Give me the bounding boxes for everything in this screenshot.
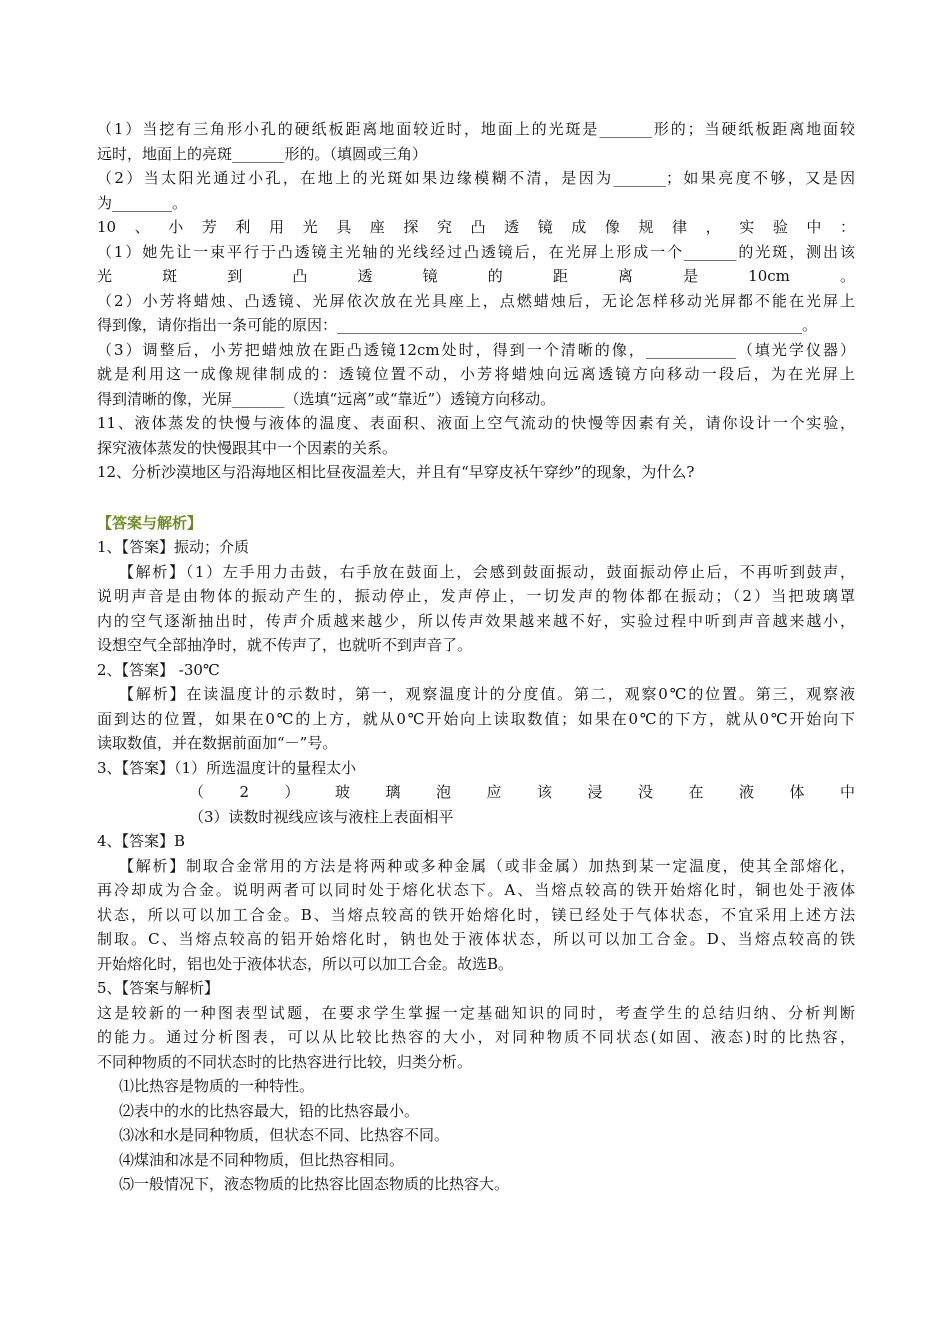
answer-1: 1、【答案】振动；介质 (97, 538, 250, 556)
answer-4-explanation-line2: 再冷却成为合金。说明两者可以同时处于熔化状态下。A、当熔点较高的铁开始熔化时，铜也处于液体 (97, 881, 855, 899)
answer-5-list-item: ⑷煤油和冰是不同种物质，但比热容相同。 (119, 1150, 405, 1169)
answer-1-explanation-line2: 说明声音是由物体的振动产生的，振动停止，发声停止，一切发声的物体都在振动；（2）当把玻璃罩 (97, 587, 855, 605)
answer-1-explanation-line4: 设想空气全部抽净时，就不传声了，也就听不到声音了。 (97, 636, 473, 654)
q11-line1: 11、液体蒸发的快慢与液体的温度、表面积、液面上空气流动的快慢等因素有关，请你设计一个实验， (97, 414, 855, 432)
answer-4-explanation-line5: 开始熔化时，铝也处于液体状态，所以可以加工合金。故选B。 (97, 954, 514, 973)
answer-5-list-item: ⑸一般情况下，液态物质的比热容比固态物质的比热容大。 (119, 1175, 510, 1193)
answer-2-explanation-line3: 读取数值，并在数据前面加“－”号。 (97, 734, 338, 752)
answer-5-explanation-line2: 的能力。通过分析图表，可以从比较比热容的大小，对同种物质不同状态(如固、液态)时的比热容， (97, 1028, 855, 1046)
answer-1-explanation-line1: 【解析】（1）左手用力击鼓，右手放在鼓面上，会感到鼓面振动，鼓面振动停止后，不再听到鼓声， (119, 562, 855, 581)
answer-3: 3、【答案】（1）所选温度计的量程太小 (97, 758, 357, 777)
q10-part2-line1: （2）小芳将蜡烛、凸透镜、光屏依次放在光具座上，点燃蜡烛后，无论怎样移动光屏都不能在光屏上 (97, 291, 855, 310)
q9-part1-line2: 远时，地面上的亮斑_______形的。（填圆或三角） (97, 144, 428, 163)
answer-2-explanation-line1: 【解析】在读温度计的示数时，第一，观察温度计的分度值。第二，观察0℃的位置。第三，观察液 (119, 685, 855, 703)
answer-5-explanation-line3: 不同种物质的不同状态时的比热容进行比较，归类分析。 (97, 1052, 473, 1071)
q10-part3-line3: 得到清晰的像，光屏_______（选填“远离”或“靠近”）透镜方向移动。 (97, 389, 556, 408)
q10-part2-line2: 得到像，请你指出一条可能的原因：______________________________________________________________。 (97, 316, 818, 334)
answer-2: 2、【答案】 -30℃ (97, 660, 220, 679)
q12: 12、分析沙漠地区与沿海地区相比昼夜温差大，并且有“早穿皮袄午穿纱”的现象，为什么? (97, 463, 695, 481)
answer-5-explanation-line1: 这是较新的一种图表型试题，在要求学生掌握一定基础知识的同时，考查学生的总结归纳、分析判断 (97, 1003, 855, 1022)
answers-heading: 【答案与解析】 (97, 513, 203, 532)
answer-5-list-item: ⑶冰和水是同种物质，但状态不同、比热容不同。 (119, 1126, 450, 1144)
answer-5-list-item: ⑴比热容是物质的一种特性。 (119, 1077, 315, 1095)
answer-2-explanation-line2: 面到达的位置，如果在0℃的上方，就从0℃开始向上读取数值；如果在0℃的下方，就从0℃开始向下 (97, 709, 855, 728)
q10-part3-line1: （3）调整后，小芳把蜡烛放在距凸透镜12cm处时，得到一个清晰的像，____________（填光学仪器） (97, 340, 855, 359)
q9-part1-line1: （1）当挖有三角形小孔的硬纸板距离地面较近时，地面上的光斑是_______形的；当硬纸板距离地面较 (97, 120, 855, 138)
answer-1-explanation-line3: 内的空气逐渐抽出时，传声介质越来越少，所以传声效果越来越不好，实验过程中听到声音越来越小， (97, 611, 855, 630)
q9-part2-line2: 为________。 (97, 193, 188, 212)
answer-4-explanation-line4: 制取。C、当熔点较高的铝开始熔化时，钠也处于液体状态，所以可以加工合金。D、当熔点较高的铁 (97, 930, 855, 948)
answer-4: 4、【答案】B (97, 832, 186, 850)
answer-3-part3: （3）读数时视线应该与液柱上表面相平 (189, 807, 454, 826)
answer-4-explanation-line1: 【解析】制取合金常用的方法是将两种或多种金属（或非金属）加热到某一定温度，使其全部熔化， (119, 856, 855, 875)
answer-5: 5、【答案与解析】 (97, 979, 220, 997)
q10-part1-line2: 光斑到凸透镜的距离是10cm。 (97, 267, 855, 285)
q10-title: 10、小芳利用光具座探究凸透镜成像规律，实验中： (97, 218, 855, 236)
answer-5-list-item: ⑵表中的水的比热容最大，铅的比热容最小。 (119, 1101, 420, 1120)
q10-part3-line2: 就是利用这一成像规律制成的：透镜位置不动，小芳将蜡烛向远离透镜方向移动一段后，为在光屏上 (97, 365, 855, 383)
answer-3-part2: （2）玻璃泡应该浸没在液体中 (189, 783, 855, 801)
q9-part2-line1: （2）当太阳光通过小孔，在地上的光斑如果边缘模糊不清，是因为_______；如果亮度不够，又是因 (97, 169, 855, 187)
answer-4-explanation-line3: 状态，所以可以加工合金。B、当熔点较高的铁开始熔化时，镁已经处于气体状态，不宜采用上述方法 (97, 905, 855, 924)
document-content (97, 117, 855, 1197)
q10-part1-line1: （1）她先让一束平行于凸透镜主光轴的光线经过凸透镜后，在光屏上形成一个_______的光斑，测出该 (97, 242, 855, 261)
q11-line2: 探究液体蒸发的快慢跟其中一个因素的关系。 (97, 438, 398, 457)
